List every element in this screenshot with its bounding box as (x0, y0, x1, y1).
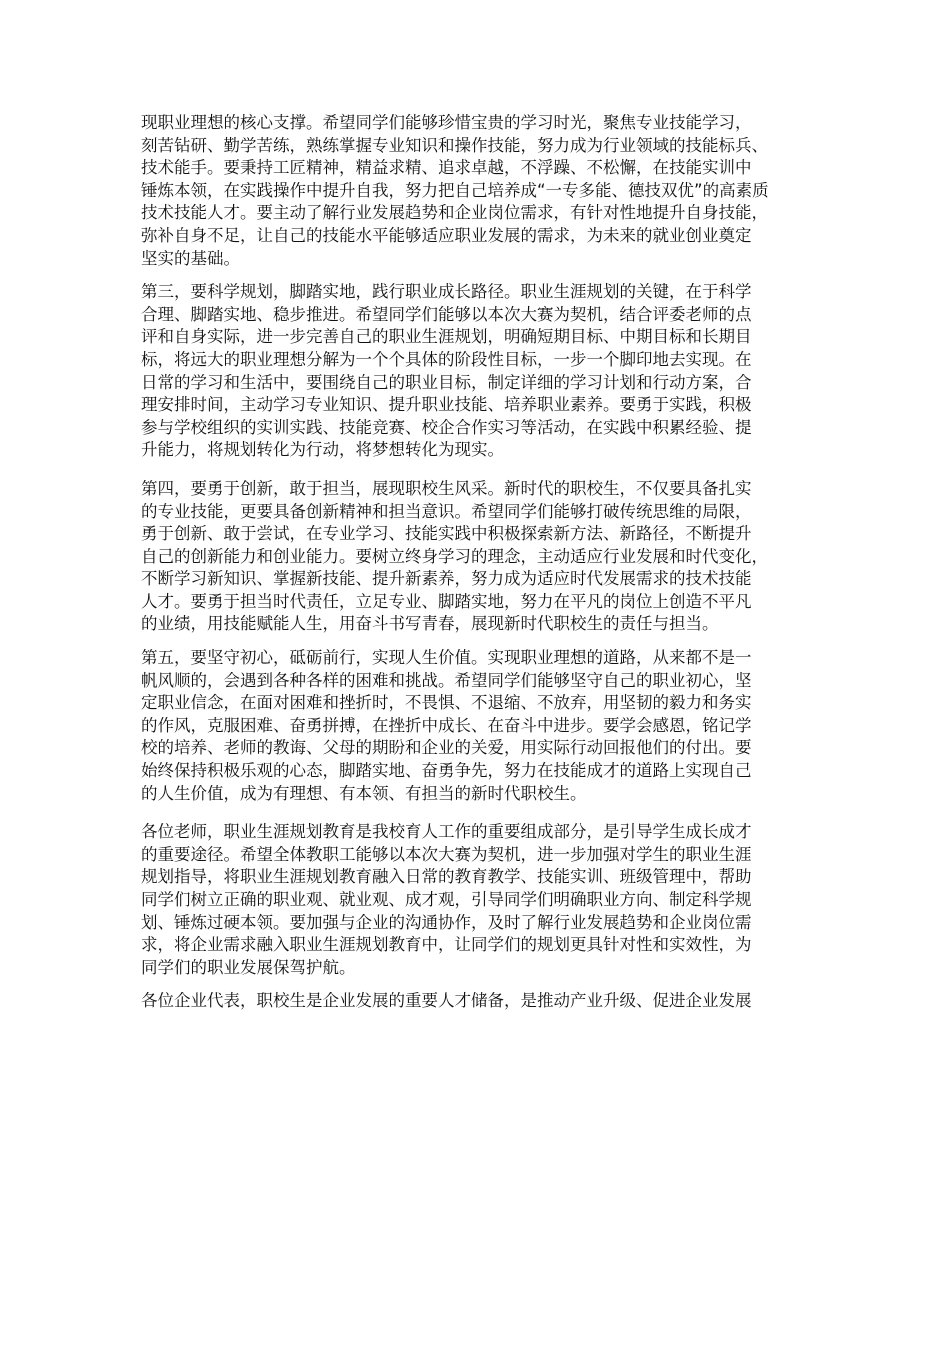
text-line: 勇于创新、敢于尝试，在专业学习、技能实践中积极探索新方法、新路径，不断提升 (141, 524, 752, 544)
text-line: 的人生价值，成为有理想、有本领、有担当的新时代职校生。 (141, 783, 587, 803)
text-line: 现职业理想的核心支撑。希望同学们能够珍惜宝贵的学习时光，聚焦专业技能学习， (141, 113, 752, 132)
text-line: 锤炼本领，在实践操作中提升自我，努力把自己培养成“一专多能、德技双优”的高素质 (141, 180, 769, 200)
document-body (141, 112, 811, 1013)
text-line: 标，将远大的职业理想分解为一个个具体的阶段性目标，一步一个脚印地去实现。在 (141, 349, 752, 369)
text-line: 帆风顺的，会遇到各种各样的困难和挑战。希望同学们能够坚守自己的职业初心，坚 (141, 670, 752, 690)
text-line: 技术能手。要秉持工匠精神，精益求精、追求卓越，不浮躁、不松懈，在技能实训中 (141, 158, 752, 178)
text-line: 第五，要坚守初心，砥砺前行，实现人生价值。实现职业理想的道路，从来都不是一 (141, 648, 752, 668)
text-line: 校的培养、老师的教诲、父母的期盼和企业的关爱，用实际行动回报他们的付出。要 (141, 738, 752, 758)
text-line: 的作风，克服困难、奋勇拼搏，在挫折中成长、在奋斗中进步。要学会感恩，铭记学 (141, 715, 752, 735)
text-line: 不断学习新知识、掌握新技能、提升新素养，努力成为适应时代发展需求的技术技能 (141, 569, 752, 589)
paragraph-4 (141, 647, 811, 805)
text-line: 刻苦钻研、勤学苦练，熟练掌握专业知识和操作技能，努力成为行业领域的技能标兵、 (141, 135, 768, 155)
text-line: 评和自身实际，进一步完善自己的职业生涯规划，明确短期目标、中期目标和长期目 (141, 327, 752, 347)
text-line: 自己的创新能力和创业能力。要树立终身学习的理念，主动适应行业发展和时代变化， (141, 546, 768, 566)
text-line: 的专业技能，更要具备创新精神和担当意识。希望同学们能够打破传统思维的局限， (141, 501, 752, 521)
text-line: 弥补自身不足，让自己的技能水平能够适应职业发展的需求，为未来的就业创业奠定 (141, 225, 752, 245)
paragraph-3 (141, 478, 811, 636)
text-line: 始终保持积极乐观的心态，脚踏实地、奋勇争先，努力在技能成才的道路上实现自己 (141, 761, 752, 781)
text-line: 定职业信念，在面对困难和挫折时，不畏惧、不退缩、不放弃，用坚韧的毅力和务实 (141, 693, 752, 713)
text-line: 同学们的职业发展保驾护航。 (141, 957, 356, 977)
text-line: 求，将企业需求融入职业生涯规划教育中，让同学们的规划更具针对性和实效性，为 (141, 935, 752, 955)
text-line: 划、锤炼过硬本领。要加强与企业的沟通协作，及时了解行业发展趋势和企业岗位需 (141, 912, 752, 932)
paragraph-2 (141, 281, 811, 462)
text-line: 同学们树立正确的职业观、就业观、成才观，引导同学们明确职业方向、制定科学规 (141, 890, 752, 909)
text-line: 人才。要勇于担当时代责任，立足专业、脚踏实地，努力在平凡的岗位上创造不平凡 (141, 591, 752, 611)
text-line: 日常的学习和生活中，要围绕自己的职业目标，制定详细的学习计划和行动方案，合 (141, 372, 752, 392)
text-line: 的重要途径。希望全体教职工能够以本次大赛为契机，进一步加强对学生的职业生涯 (141, 844, 752, 864)
text-line: 坚实的基础。 (141, 248, 240, 268)
text-line: 参与学校组织的实训实践、技能竞赛、校企合作实习等活动，在实践中积累经验、提 (141, 417, 752, 437)
paragraph-1 (141, 112, 811, 270)
text-line: 技术技能人才。要主动了解行业发展趋势和企业岗位需求，有针对性地提升自身技能， (141, 203, 768, 223)
text-line: 各位企业代表，职校生是企业发展的重要人才储备，是推动产业升级、促进企业发展 (141, 991, 752, 1011)
text-line: 的业绩，用技能赋能人生，用奋斗书写青春，展现新时代职校生的责任与担当。 (141, 614, 719, 634)
text-line: 第四，要勇于创新，敢于担当，展现职校生风采。新时代的职校生，不仅要具备扎实 (141, 478, 752, 498)
text-line: 升能力，将规划转化为行动，将梦想转化为现实。 (141, 440, 504, 460)
text-line: 理安排时间，主动学习专业知识、提升职业技能、培养职业素养。要勇于实践，积极 (141, 395, 752, 415)
paragraph-5 (141, 821, 811, 979)
text-line: 规划指导，将职业生涯规划教育融入日常的教育教学、技能实训、班级管理中，帮助 (141, 867, 752, 887)
paragraph-6 (141, 990, 811, 1013)
text-line: 第三，要科学规划，脚踏实地，践行职业成长路径。职业生涯规划的关键，在于科学 (141, 282, 752, 302)
text-line: 各位老师，职业生涯规划教育是我校育人工作的重要组成部分，是引导学生成长成才 (141, 822, 752, 842)
text-line: 合理、脚踏实地、稳步推进。希望同学们能够以本次大赛为契机，结合评委老师的点 (141, 304, 752, 324)
